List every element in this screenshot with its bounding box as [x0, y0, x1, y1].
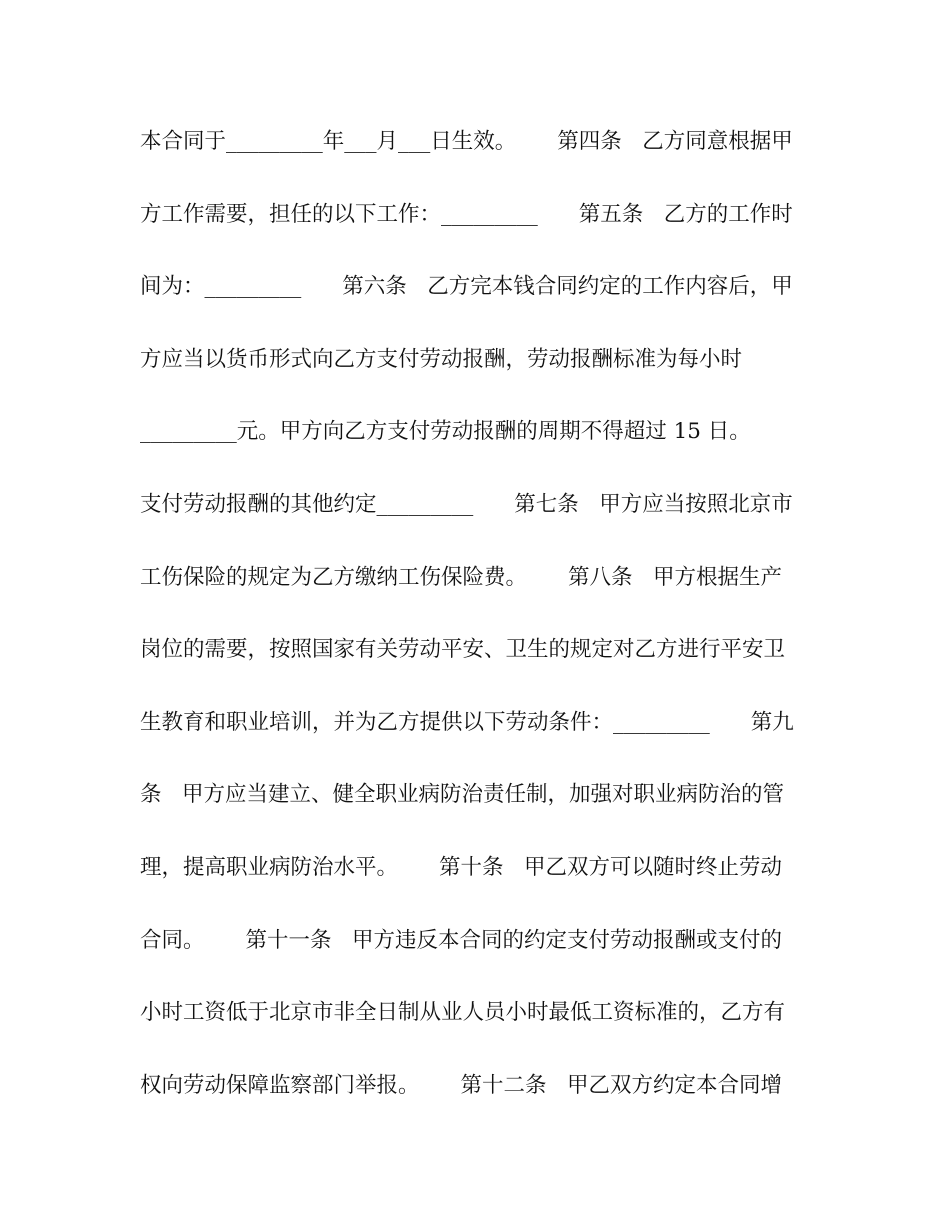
contract-text — [140, 122, 820, 1138]
text-line-6: 支付劳动报酬的其他约定_________ 第七条 甲方应当按照北京市 — [140, 491, 793, 517]
text-line-8: 岗位的需要，按照国家有关劳动平安、卫生的规定对乙方进行平安卫 — [140, 637, 786, 663]
text-line-9: 生教育和职业培训，并为乙方提供以下劳动条件：_________ 第九 — [140, 709, 794, 735]
text-line-10: 条 甲方应当建立、健全职业病防治责任制，加强对职业病防治的管 — [140, 782, 785, 808]
text-line-4: 方应当以货币形式向乙方支付劳动报酬，劳动报酬标准为每小时 — [140, 346, 743, 372]
text-line-2: 方工作需要，担任的以下工作：_________ 第五条 乙方的工作时 — [140, 201, 793, 227]
text-line-5: _________元。甲方向乙方支付劳动报酬的周期不得超过 15 日。 — [140, 419, 751, 445]
text-line-11: 理，提高职业病防治水平。 第十条 甲乙双方可以随时终止劳动 — [140, 854, 783, 880]
text-line-3: 间为：_________ 第六条 乙方完本钱合同约定的工作内容后，甲 — [140, 274, 793, 300]
text-line-7: 工伤保险的规定为乙方缴纳工伤保险费。 第八条 甲方根据生产 — [140, 564, 783, 590]
text-line-13: 小时工资低于北京市非全日制从业人员小时最低工资标准的，乙方有 — [140, 1000, 786, 1026]
text-line-12: 合同。 第十一条 甲方违反本合同的约定支付劳动报酬或支付的 — [140, 927, 783, 953]
text-line-1: 本合同于_________年___月___日生效。 第四条 乙方同意根据甲 — [140, 129, 793, 154]
text-line-14: 权向劳动保障监察部门举报。 第十二条 甲乙双方约定本合同增 — [140, 1072, 783, 1098]
